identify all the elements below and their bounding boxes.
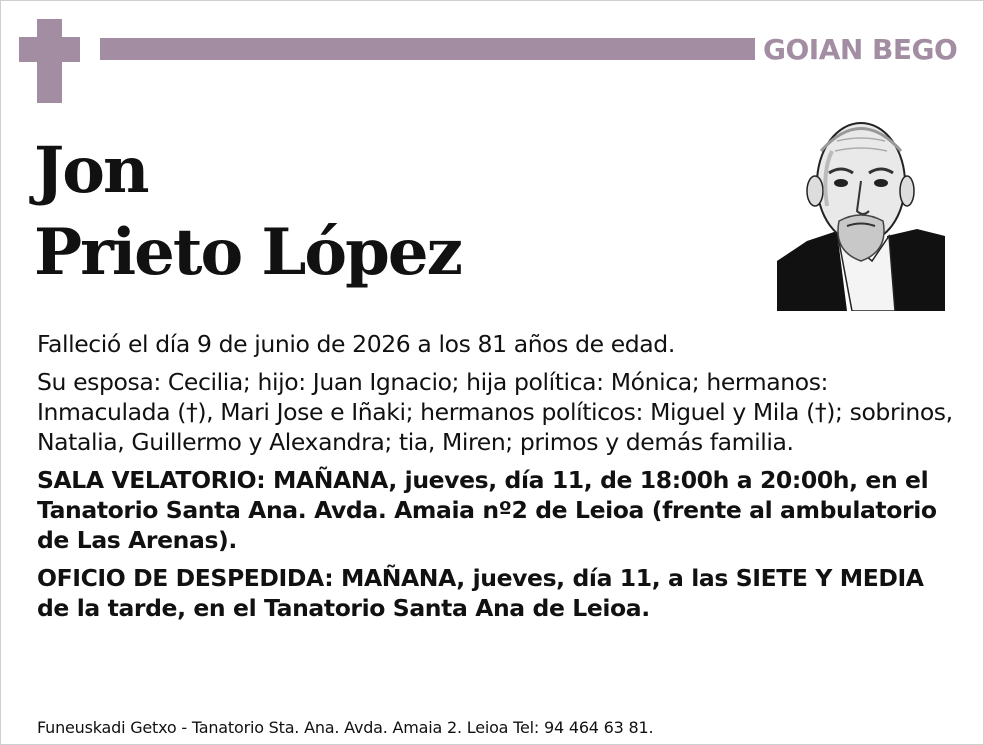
header-band [100, 38, 755, 60]
family-paragraph: Su esposa: Cecilia; hijo: Juan Ignacio; hija política: Mónica; hermanos: Inmaculada (†), Mari Jose e Iñaki; hermanos políticos: Miguel y Mila (†); sobrinos, Natalia, Guillermo y Alexandra; tia, Miren; primos y demás familia. [37, 368, 953, 456]
deceased-surnames: Prieto López [34, 215, 461, 290]
cross-icon-arm [19, 37, 80, 62]
funeral-home-footer: Funeuskadi Getxo - Tanatorio Sta. Ana. Avda. Amaia 2. Leioa Tel: 94 464 63 81. [37, 718, 654, 737]
portrait-photo-image [777, 111, 945, 311]
header-motto: GOIAN BEGO [763, 33, 958, 66]
deceased-first-name: Jon [34, 133, 148, 208]
notice-body [37, 329, 962, 633]
death-line: Falleció el día 9 de junio de 2026 a los 81 años de edad. [37, 330, 675, 358]
wake-paragraph: SALA VELATORIO: MAÑANA, jueves, día 11, de 18:00h a 20:00h, en el Tanatorio Santa Ana. Avda. Amaia nº2 de Leioa (frente al ambulatorio de Las Arenas). [37, 466, 937, 554]
farewell-paragraph: OFICIO DE DESPEDIDA: MAÑANA, jueves, día 11, a las SIETE Y MEDIA de la tarde, en el Tanatorio Santa Ana de Leioa. [37, 564, 924, 622]
portrait-photo [777, 111, 945, 311]
